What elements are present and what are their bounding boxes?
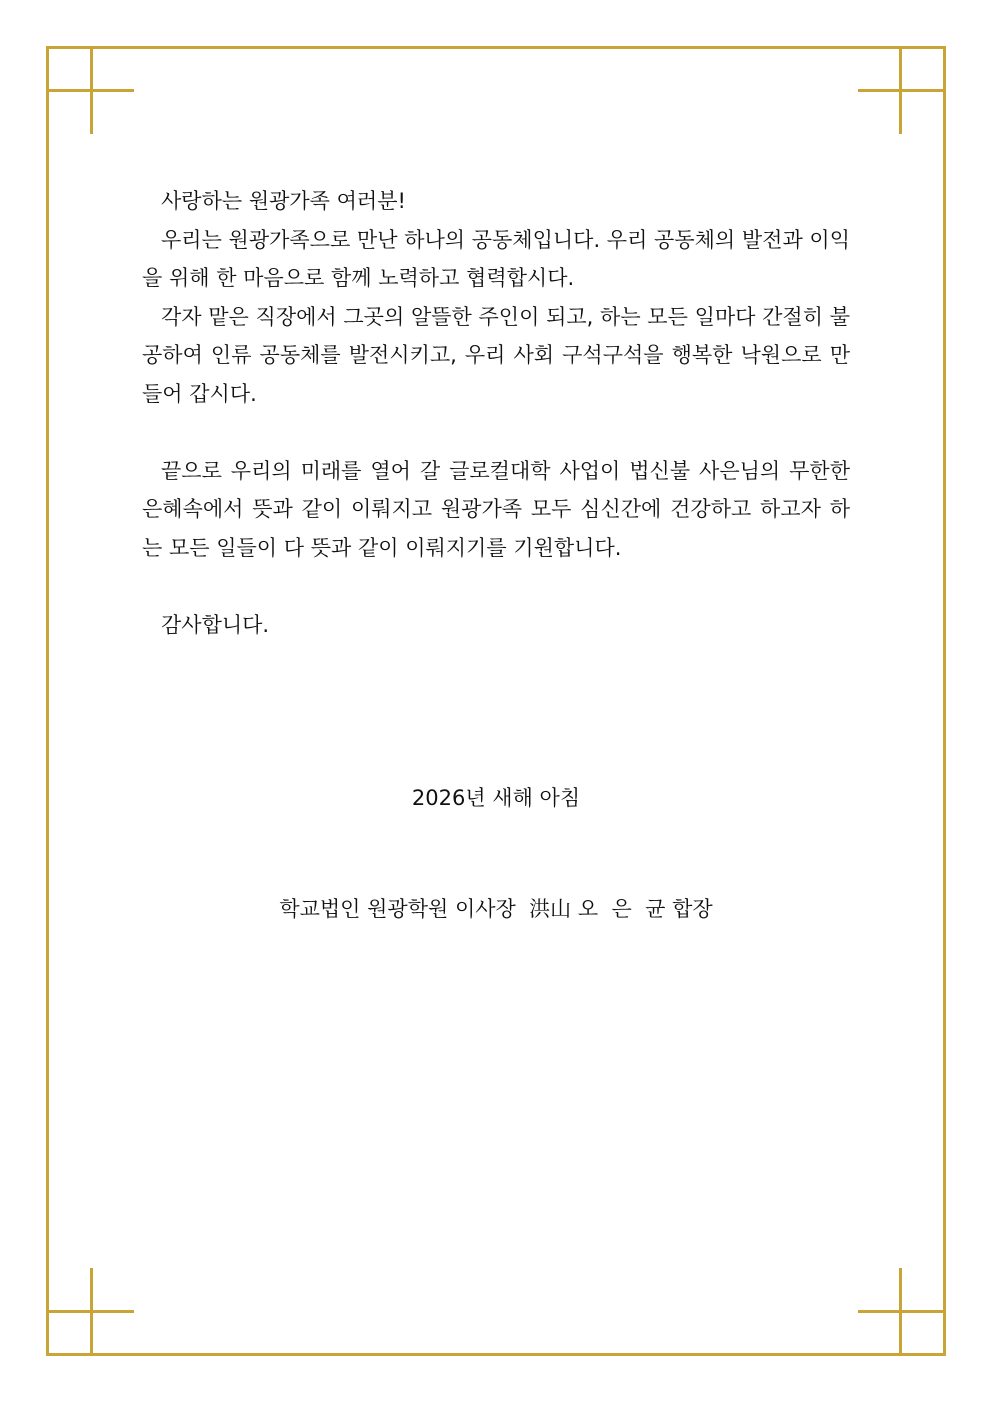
letter-greeting: 사랑하는 원광가족 여러분! [161, 189, 406, 213]
letter-body [142, 182, 850, 644]
corner-ornament-top-right-horizontal [858, 89, 946, 92]
corner-ornament-bottom-right-horizontal [858, 1310, 946, 1313]
letter-paragraph-workplace: 각자 맡은 직장에서 그곳의 알뜰한 주인이 되고, 하는 모든 일마다 간절히 불공하여 인류 공동체를 발전시키고, 우리 사회 구석구석을 행복한 낙원으로 만들어 갑시다. [142, 304, 850, 406]
date-line: 2026년 새해 아침 [411, 786, 581, 810]
letter-paragraph-community: 우리는 원광가족으로 만난 하나의 공동체입니다. 우리 공동체의 발전과 이익을 위해 한 마음으로 함께 노력하고 협력합시다. [142, 227, 850, 290]
paragraph-gap [142, 413, 850, 452]
corner-ornament-top-left-horizontal [46, 89, 134, 92]
paragraph-gap [142, 567, 850, 606]
corner-ornament-bottom-left-horizontal [46, 1310, 134, 1313]
letter-paragraph-wishes: 끝으로 우리의 미래를 열어 갈 글로컬대학 사업이 법신불 사은님의 무한한 은혜속에서 뜻과 같이 이뤄지고 원광가족 모두 심신간에 건강하고 하고자 하는 모든 일들이 다 뜻과 같이 이뤄지기를 기원합니다. [142, 458, 850, 560]
signature-line: 학교법인 원광학원 이사장 洪山 오 은 균 합장 [279, 897, 713, 921]
letter-closing: 감사합니다. [161, 612, 270, 637]
